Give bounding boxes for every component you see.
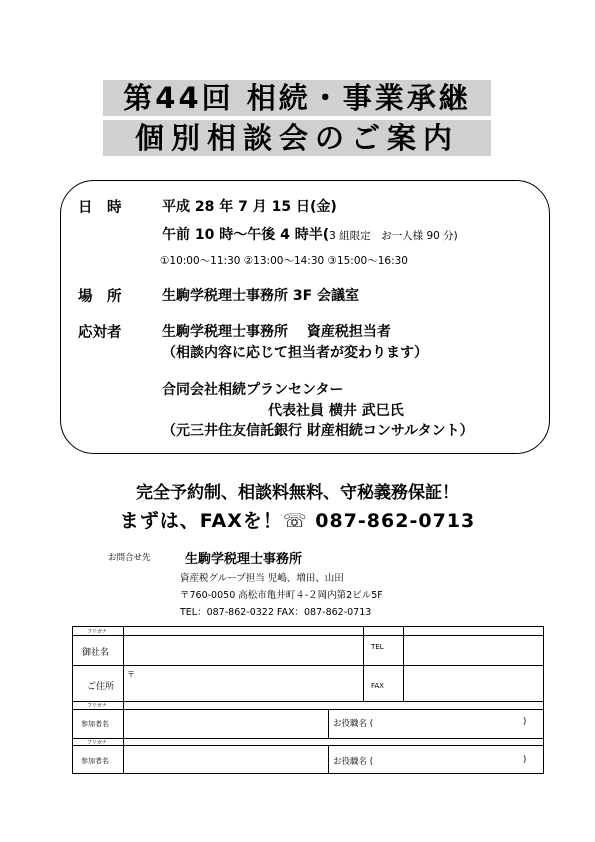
address-label: ご住所 (87, 682, 115, 692)
furigana-label-company: フリガナ (87, 629, 107, 635)
time-value (162, 224, 458, 244)
company-name-field[interactable] (124, 636, 363, 665)
furigana-label-attendee1: フリガナ (87, 703, 107, 709)
fax-field[interactable] (404, 666, 544, 701)
tel-field[interactable] (404, 627, 544, 665)
staff-line1: 生駒学税理士事務所 資産税担当者 (162, 324, 391, 340)
promo-line1: 完全予約制、相談料無料、守秘義務保証！ (136, 483, 459, 503)
company-label: 御社名 (82, 648, 110, 658)
place-value: 生駒学税理士事務所 3F 会議室 (162, 288, 360, 304)
tel-label: TEL (371, 643, 384, 651)
attendee1-position-close: ) (523, 717, 527, 727)
contact-phones: TEL：087-862-0322 FAX：087-862-0713 (180, 607, 372, 618)
contact-office: 生駒学税理士事務所 (185, 552, 303, 567)
page-title-line1: 第44回 相続・事業承継 (103, 80, 491, 116)
attendee2-label: 参加者名 (81, 757, 109, 765)
date-value: 平成 28 年 7 月 15 日(金) (162, 199, 337, 215)
attendee1-position-label: お役職名 ( (333, 719, 374, 729)
promo-line2: まずは、FAXを！☏ 087-862-0713 (119, 510, 476, 532)
staff-line4: 代表社員 横井 武巳氏 (268, 403, 404, 419)
attendee1-name-field[interactable] (124, 710, 328, 738)
session-times: ①10:00～11:30 ②13:00～14:30 ③15:00～16:30 (160, 255, 408, 267)
attendee2-name-field[interactable] (124, 746, 328, 774)
staff-line5: （元三井住友信託銀行 財産相続コンサルタント） (162, 423, 474, 439)
staff-line3: 合同会社相続プランセンター (162, 382, 344, 398)
attendee2-position-close: ) (523, 755, 527, 765)
attendee1-label: 参加者名 (81, 720, 109, 728)
postal-mark: 〒 (127, 670, 135, 679)
contact-label: お問合せ先 (108, 553, 151, 563)
fax-label: FAX (371, 682, 384, 690)
reservation-form (72, 626, 544, 774)
time-note: 3 組限定 お一人様 90 分) (329, 230, 458, 242)
page-title-line2: 個別相談会のご案内 (103, 120, 491, 156)
furigana-label-attendee2: フリガナ (87, 740, 107, 746)
place-label: 場 所 (78, 289, 122, 305)
contact-staff: 資産税グループ担当 児嶋、増田、山田 (180, 573, 344, 584)
address-field[interactable] (124, 666, 363, 701)
time-main: 午前 10 時～午後 4 時半( (162, 227, 330, 243)
date-label: 日 時 (78, 200, 122, 216)
staff-label: 応対者 (78, 325, 122, 341)
attendee2-position-label: お役職名 ( (333, 757, 374, 767)
staff-line2: （相談内容に応じて担当者が変わります） (162, 345, 428, 361)
contact-address: 〒760-0050 高松市亀井町４-２岡内第2ビル5F (180, 590, 383, 601)
